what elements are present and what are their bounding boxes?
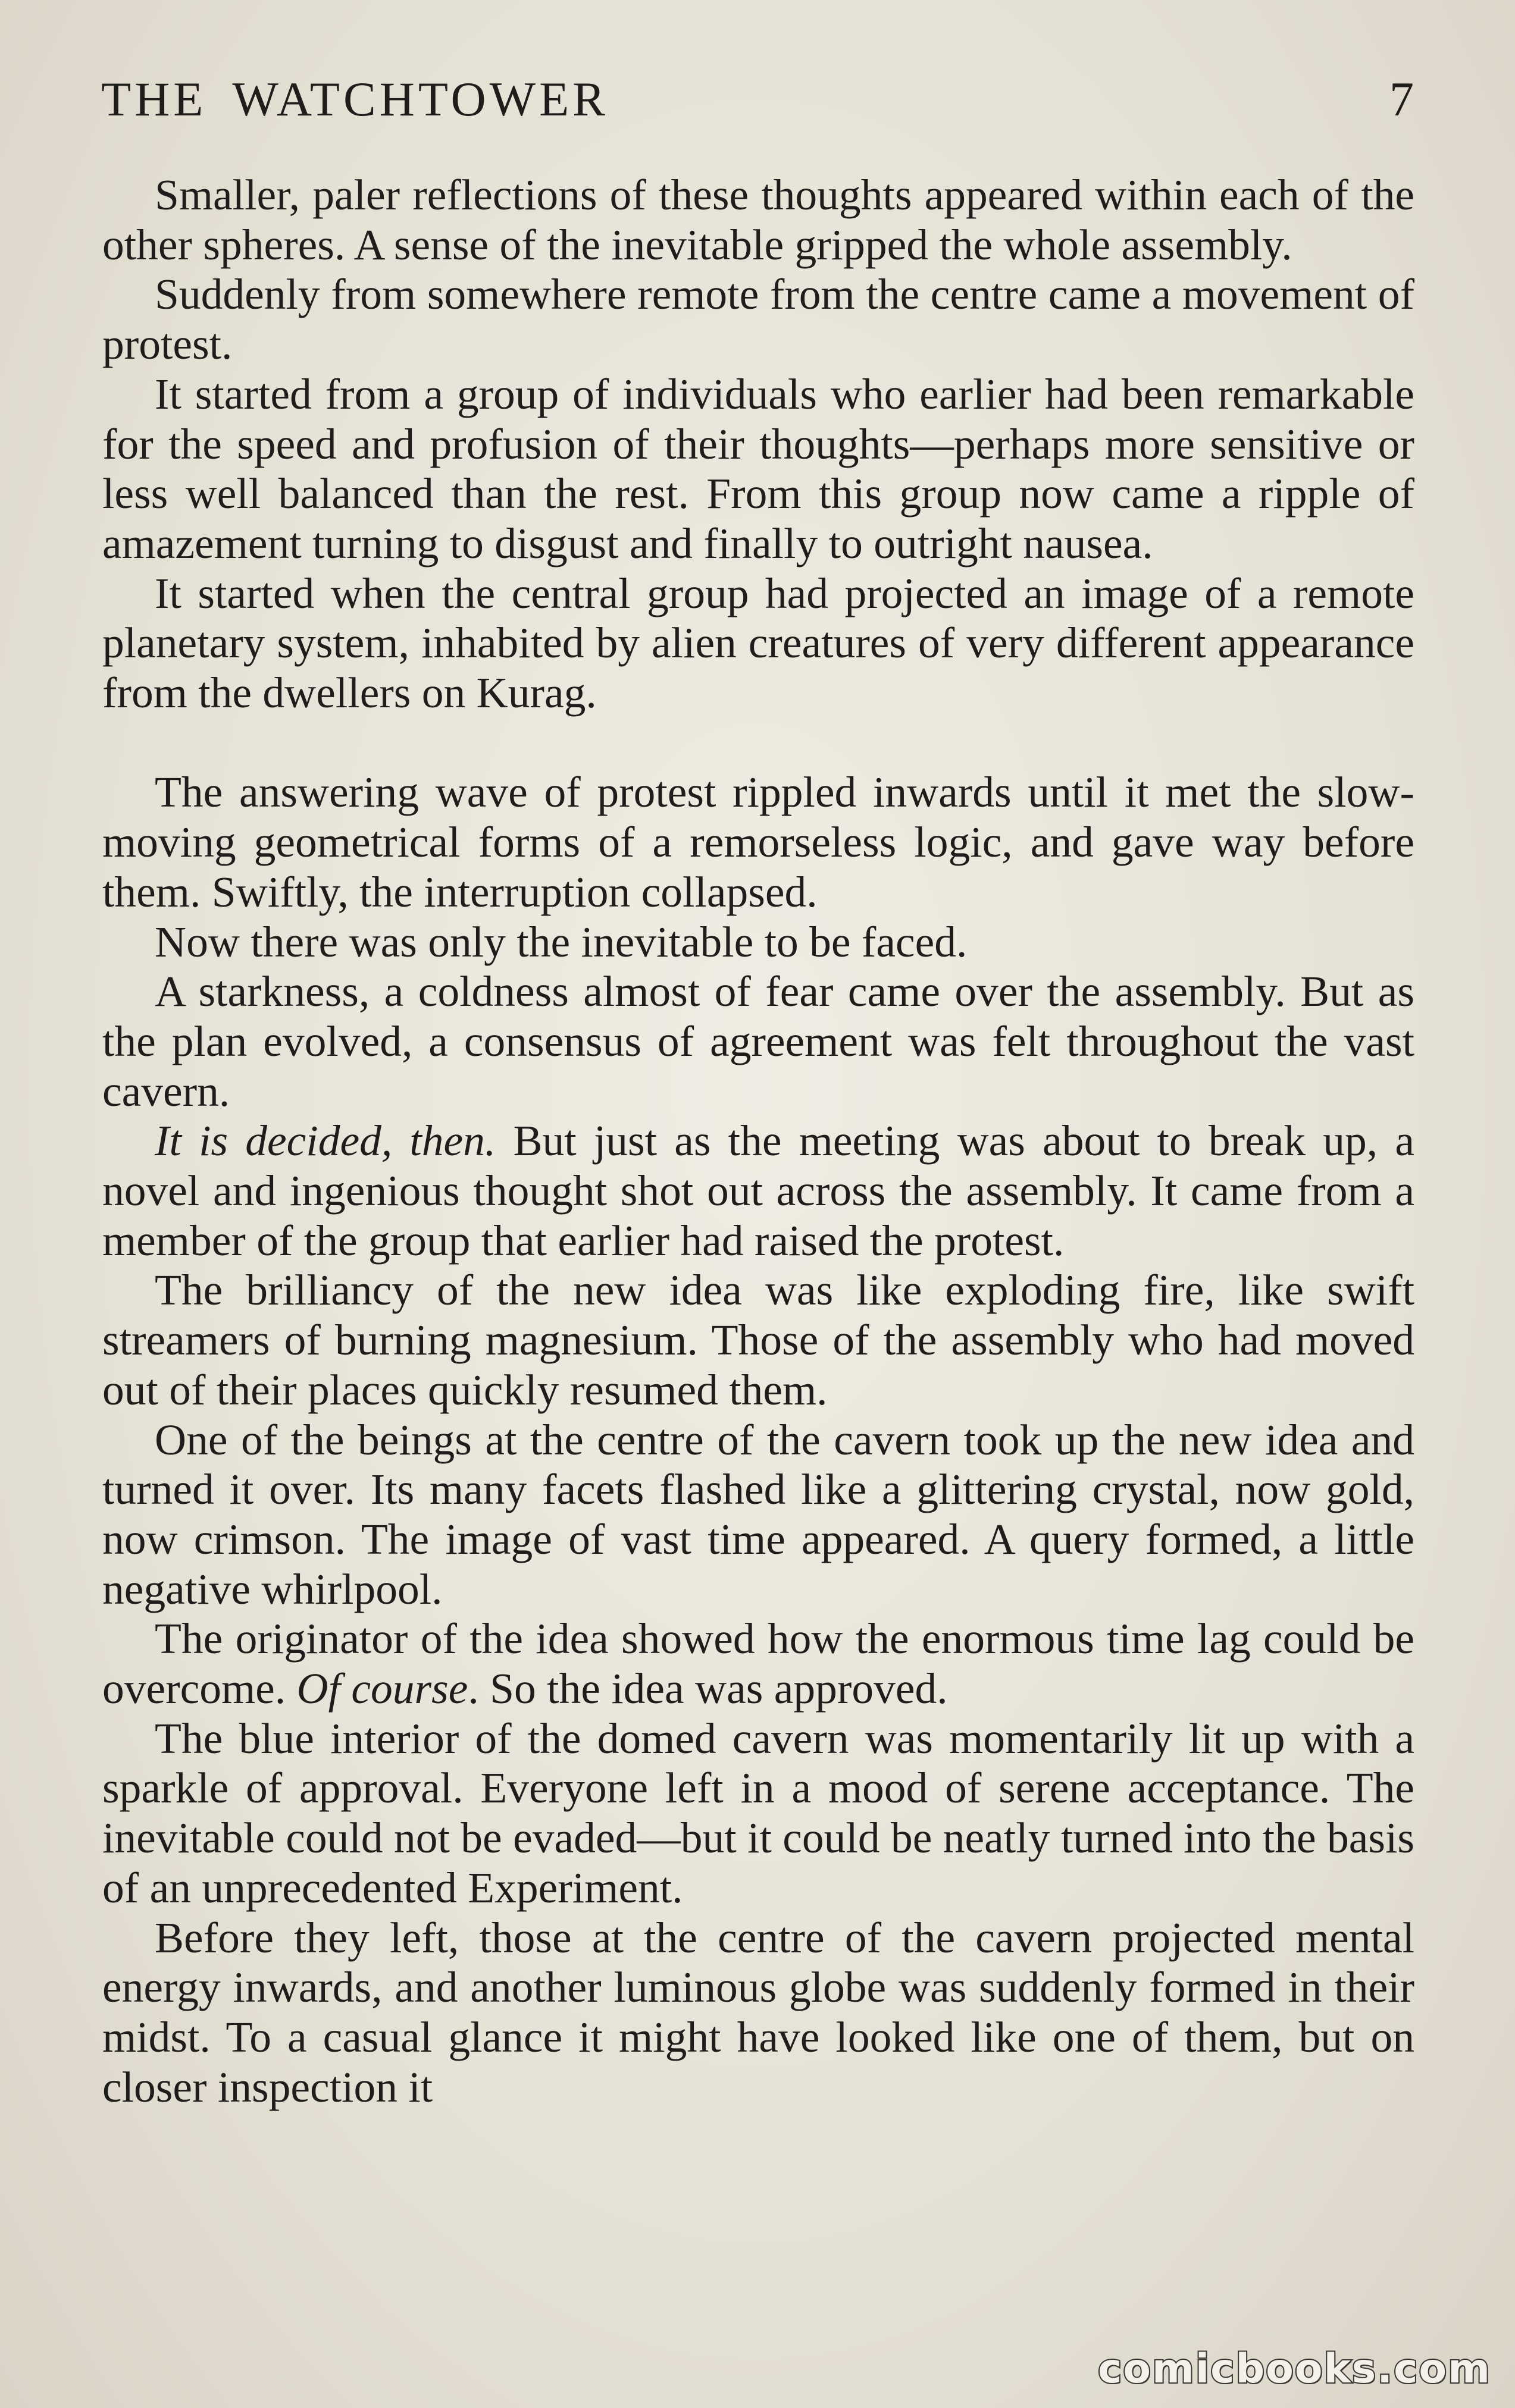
watermark-logo: comicbooks.com <box>1097 2346 1491 2393</box>
text-segment: The answering wave of protest rippled inwards until it met the slow-moving geometrical forms of a remorseless logic, and gave way before them. Swiftly, the interruption collapsed. <box>102 768 1414 916</box>
text-segment: It started from a group of individuals who earlier had been remarkable for the speed and profusion of their thoughts—perhaps more sensitive or less well balanced than the rest. From this group now came a ripple of amazement turning to disgust and finally to outright nausea. <box>102 369 1414 567</box>
text-segment: Suddenly from somewhere remote from the centre came a movement of protest. <box>102 270 1414 369</box>
text-segment: A starkness, a coldness almost of fear came over the assembly. But as the plan evolved, a consensus of agreement was felt throughout the vast cavern. <box>102 967 1414 1115</box>
text-segment: It started when the central group had projected an image of a remote planetary system, inhabited by alien creatures of very different appearance from the dwellers on Kurag. <box>102 569 1414 717</box>
text-segment: The brilliancy of the new idea was like exploding fire, like swift streamers of burning magnesium. Those of the assembly who had moved out of their places quickly resumed them. <box>102 1266 1414 1414</box>
paragraph <box>102 917 1414 967</box>
running-title: THE WATCHTOWER <box>101 72 609 126</box>
italic-text: Of course <box>296 1664 468 1713</box>
text-segment: Now there was only the inevitable to be faced. <box>155 917 968 966</box>
paragraph <box>102 1265 1414 1415</box>
text-segment: The blue interior of the domed cavern was momentarily lit up with a sparkle of approval. Everyone left in a mood of serene acceptance. The inevitable could not be evaded—but it could be neatly turned into the basis of an unprecedented Experiment. <box>102 1714 1414 1912</box>
page-number: 7 <box>1389 72 1414 126</box>
paragraph <box>102 269 1414 369</box>
text-segment: The originator of the idea showed how the enormous time lag could be overcome. <box>102 1614 1414 1713</box>
paragraph <box>102 569 1414 718</box>
paragraph <box>102 369 1414 569</box>
paragraph <box>102 1415 1414 1614</box>
text-segment: . So the idea was approved. <box>468 1664 948 1713</box>
text-segment: Smaller, paler reflections of these thoughts appeared within each of the other spheres. A sense of the inevitable gripped the whole assembly. <box>102 171 1414 269</box>
text-segment: Before they left, those at the centre of the cavern projected mental energy inwards, and another luminous globe was suddenly formed in their midst. To a casual glance it might have looked like one of them, but on closer inspection it <box>102 1913 1414 2111</box>
body-text <box>102 170 1414 2112</box>
paragraph <box>102 170 1414 269</box>
italic-text: It is decided, then. <box>155 1117 496 1165</box>
text-segment: One of the beings at the centre of the cavern took up the new idea and turned it over. Its many facets flashed like a glittering crystal, now gold, now crimson. The image of vast time appeared. A query formed, a little negative whirlpool. <box>102 1415 1414 1613</box>
paragraph <box>102 1714 1414 1913</box>
paragraph <box>102 1913 1414 2112</box>
paragraph <box>102 1116 1414 1265</box>
paragraph <box>102 967 1414 1116</box>
paragraph <box>102 1614 1414 1713</box>
paragraph <box>102 767 1414 917</box>
running-head <box>101 67 1414 132</box>
text-segment: But just as the meeting was about to break up, a novel and ingenious thought shot out across the assembly. It came from a member of the group that earlier had raised the protest. <box>102 1117 1414 1265</box>
